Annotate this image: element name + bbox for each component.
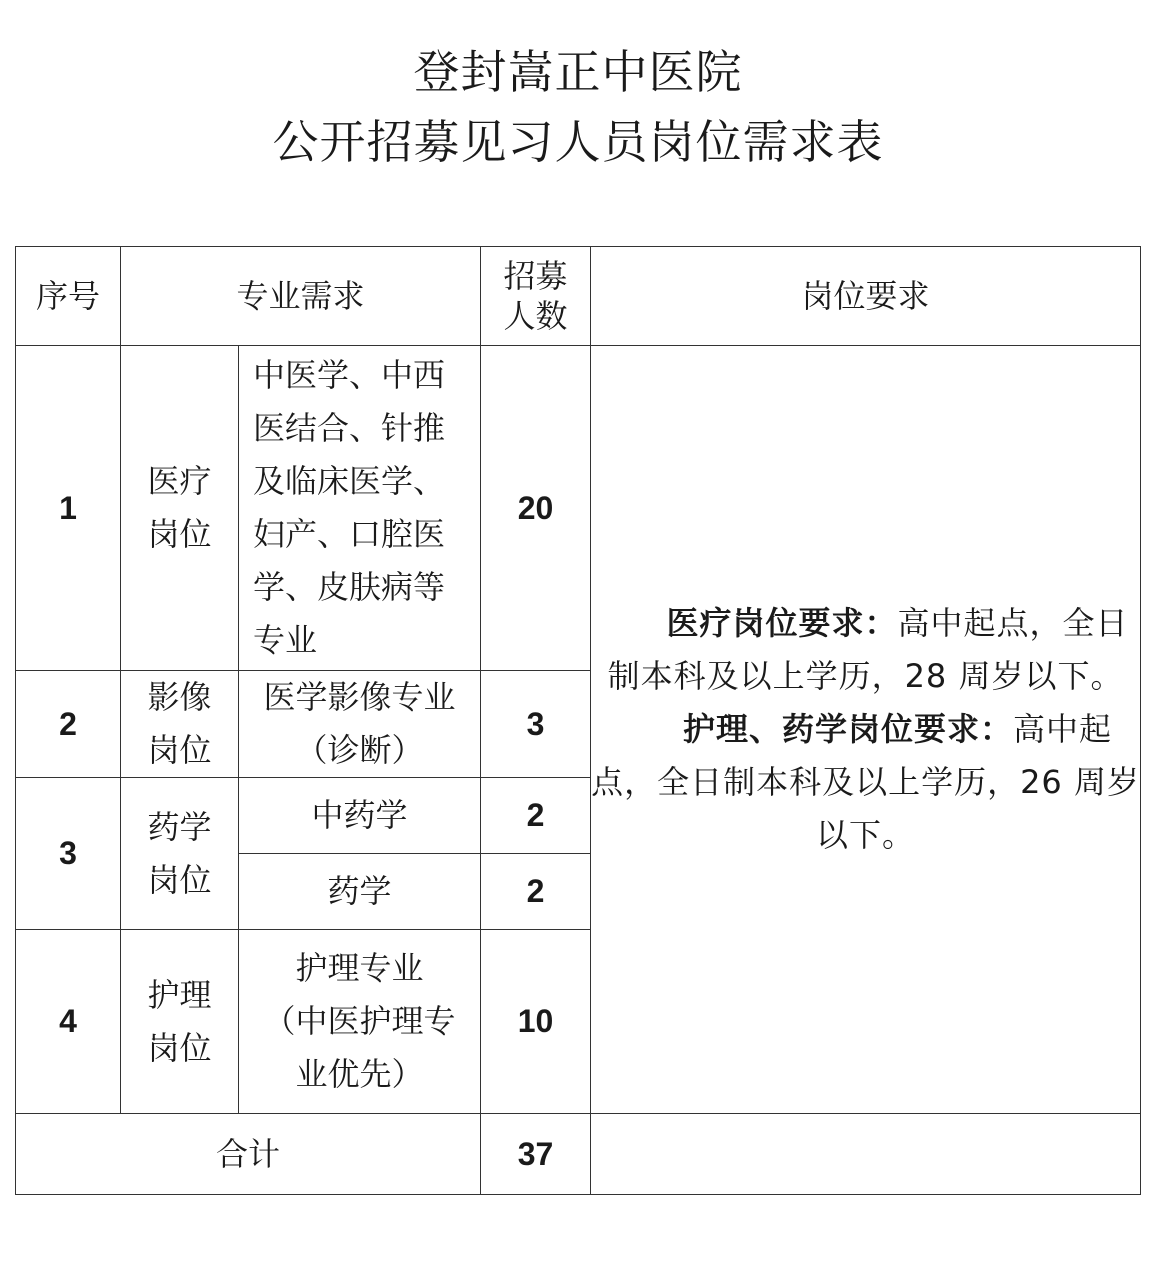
table-header-row: [16, 247, 1141, 346]
category-line: 医疗: [147, 462, 212, 500]
category-line: 岗位: [147, 731, 212, 769]
major-line: 专业: [253, 621, 318, 659]
category-line: 影像: [147, 678, 212, 716]
row-category: [121, 930, 239, 1114]
row-major: [239, 930, 481, 1114]
total-count: 37: [481, 1114, 591, 1195]
category-line: 岗位: [147, 515, 212, 553]
row-count: 2: [481, 778, 591, 854]
major-line: （中医护理专: [263, 1002, 456, 1040]
major-line: 业优先）: [295, 1055, 424, 1093]
category-line: 岗位: [147, 860, 212, 899]
row-index: 2: [16, 671, 121, 778]
row-major: [239, 671, 481, 778]
category-line: 岗位: [147, 1028, 212, 1067]
total-empty-cell: [591, 1114, 1141, 1195]
header-count-line1: 招募: [503, 257, 568, 295]
major-line: 妇产、口腔医: [253, 515, 446, 553]
row-index: 4: [16, 930, 121, 1114]
row-major: 药学: [239, 854, 481, 930]
major-line: 护理专业: [295, 949, 424, 987]
major-line: 学、皮肤病等: [253, 568, 446, 606]
row-category: [121, 778, 239, 930]
row-category: [121, 671, 239, 778]
major-line: 及临床医学、: [253, 462, 446, 500]
table-row: [16, 346, 1141, 671]
major-line: （诊断）: [295, 731, 424, 769]
header-requirements: 岗位要求: [591, 247, 1141, 346]
category-line: 护理: [147, 975, 212, 1014]
row-index: 1: [16, 346, 121, 671]
total-label: 合计: [16, 1114, 481, 1195]
row-index: 3: [16, 778, 121, 930]
major-line: 医结合、针推: [253, 409, 446, 447]
category-line: 药学: [147, 807, 212, 846]
header-count-line2: 人数: [503, 297, 568, 335]
header-index: 序号: [16, 247, 121, 346]
medical-requirement-label: 医疗岗位要求：: [666, 604, 898, 642]
requirements-cell: [591, 346, 1141, 1114]
row-count: 3: [481, 671, 591, 778]
nursing-requirement-text: 高中起点，全日制本科及以上学历，26 周岁以下。: [591, 710, 1140, 854]
row-major: 中药学: [239, 778, 481, 854]
page-title: 登封嵩正中医院: [413, 45, 743, 99]
recruitment-table: [15, 246, 1141, 1195]
major-line: 中医学、中西: [253, 356, 446, 394]
row-category: [121, 346, 239, 671]
nursing-requirement: [591, 703, 1140, 862]
row-count: 20: [481, 346, 591, 671]
nursing-requirement-label: 护理、药学岗位要求：: [683, 710, 1014, 748]
row-major: [239, 346, 481, 671]
medical-requirement-text: 高中起点，全日制本科及以上学历，28 周岁以下。: [607, 604, 1129, 695]
header-major: 专业需求: [121, 247, 481, 346]
row-count: 2: [481, 854, 591, 930]
page-subtitle: 公开招募见习人员岗位需求表: [272, 115, 884, 169]
major-line: 医学影像专业: [263, 678, 456, 716]
row-count: 10: [481, 930, 591, 1114]
header-count: [481, 247, 591, 346]
medical-requirement: [591, 597, 1140, 703]
total-row: [16, 1114, 1141, 1195]
